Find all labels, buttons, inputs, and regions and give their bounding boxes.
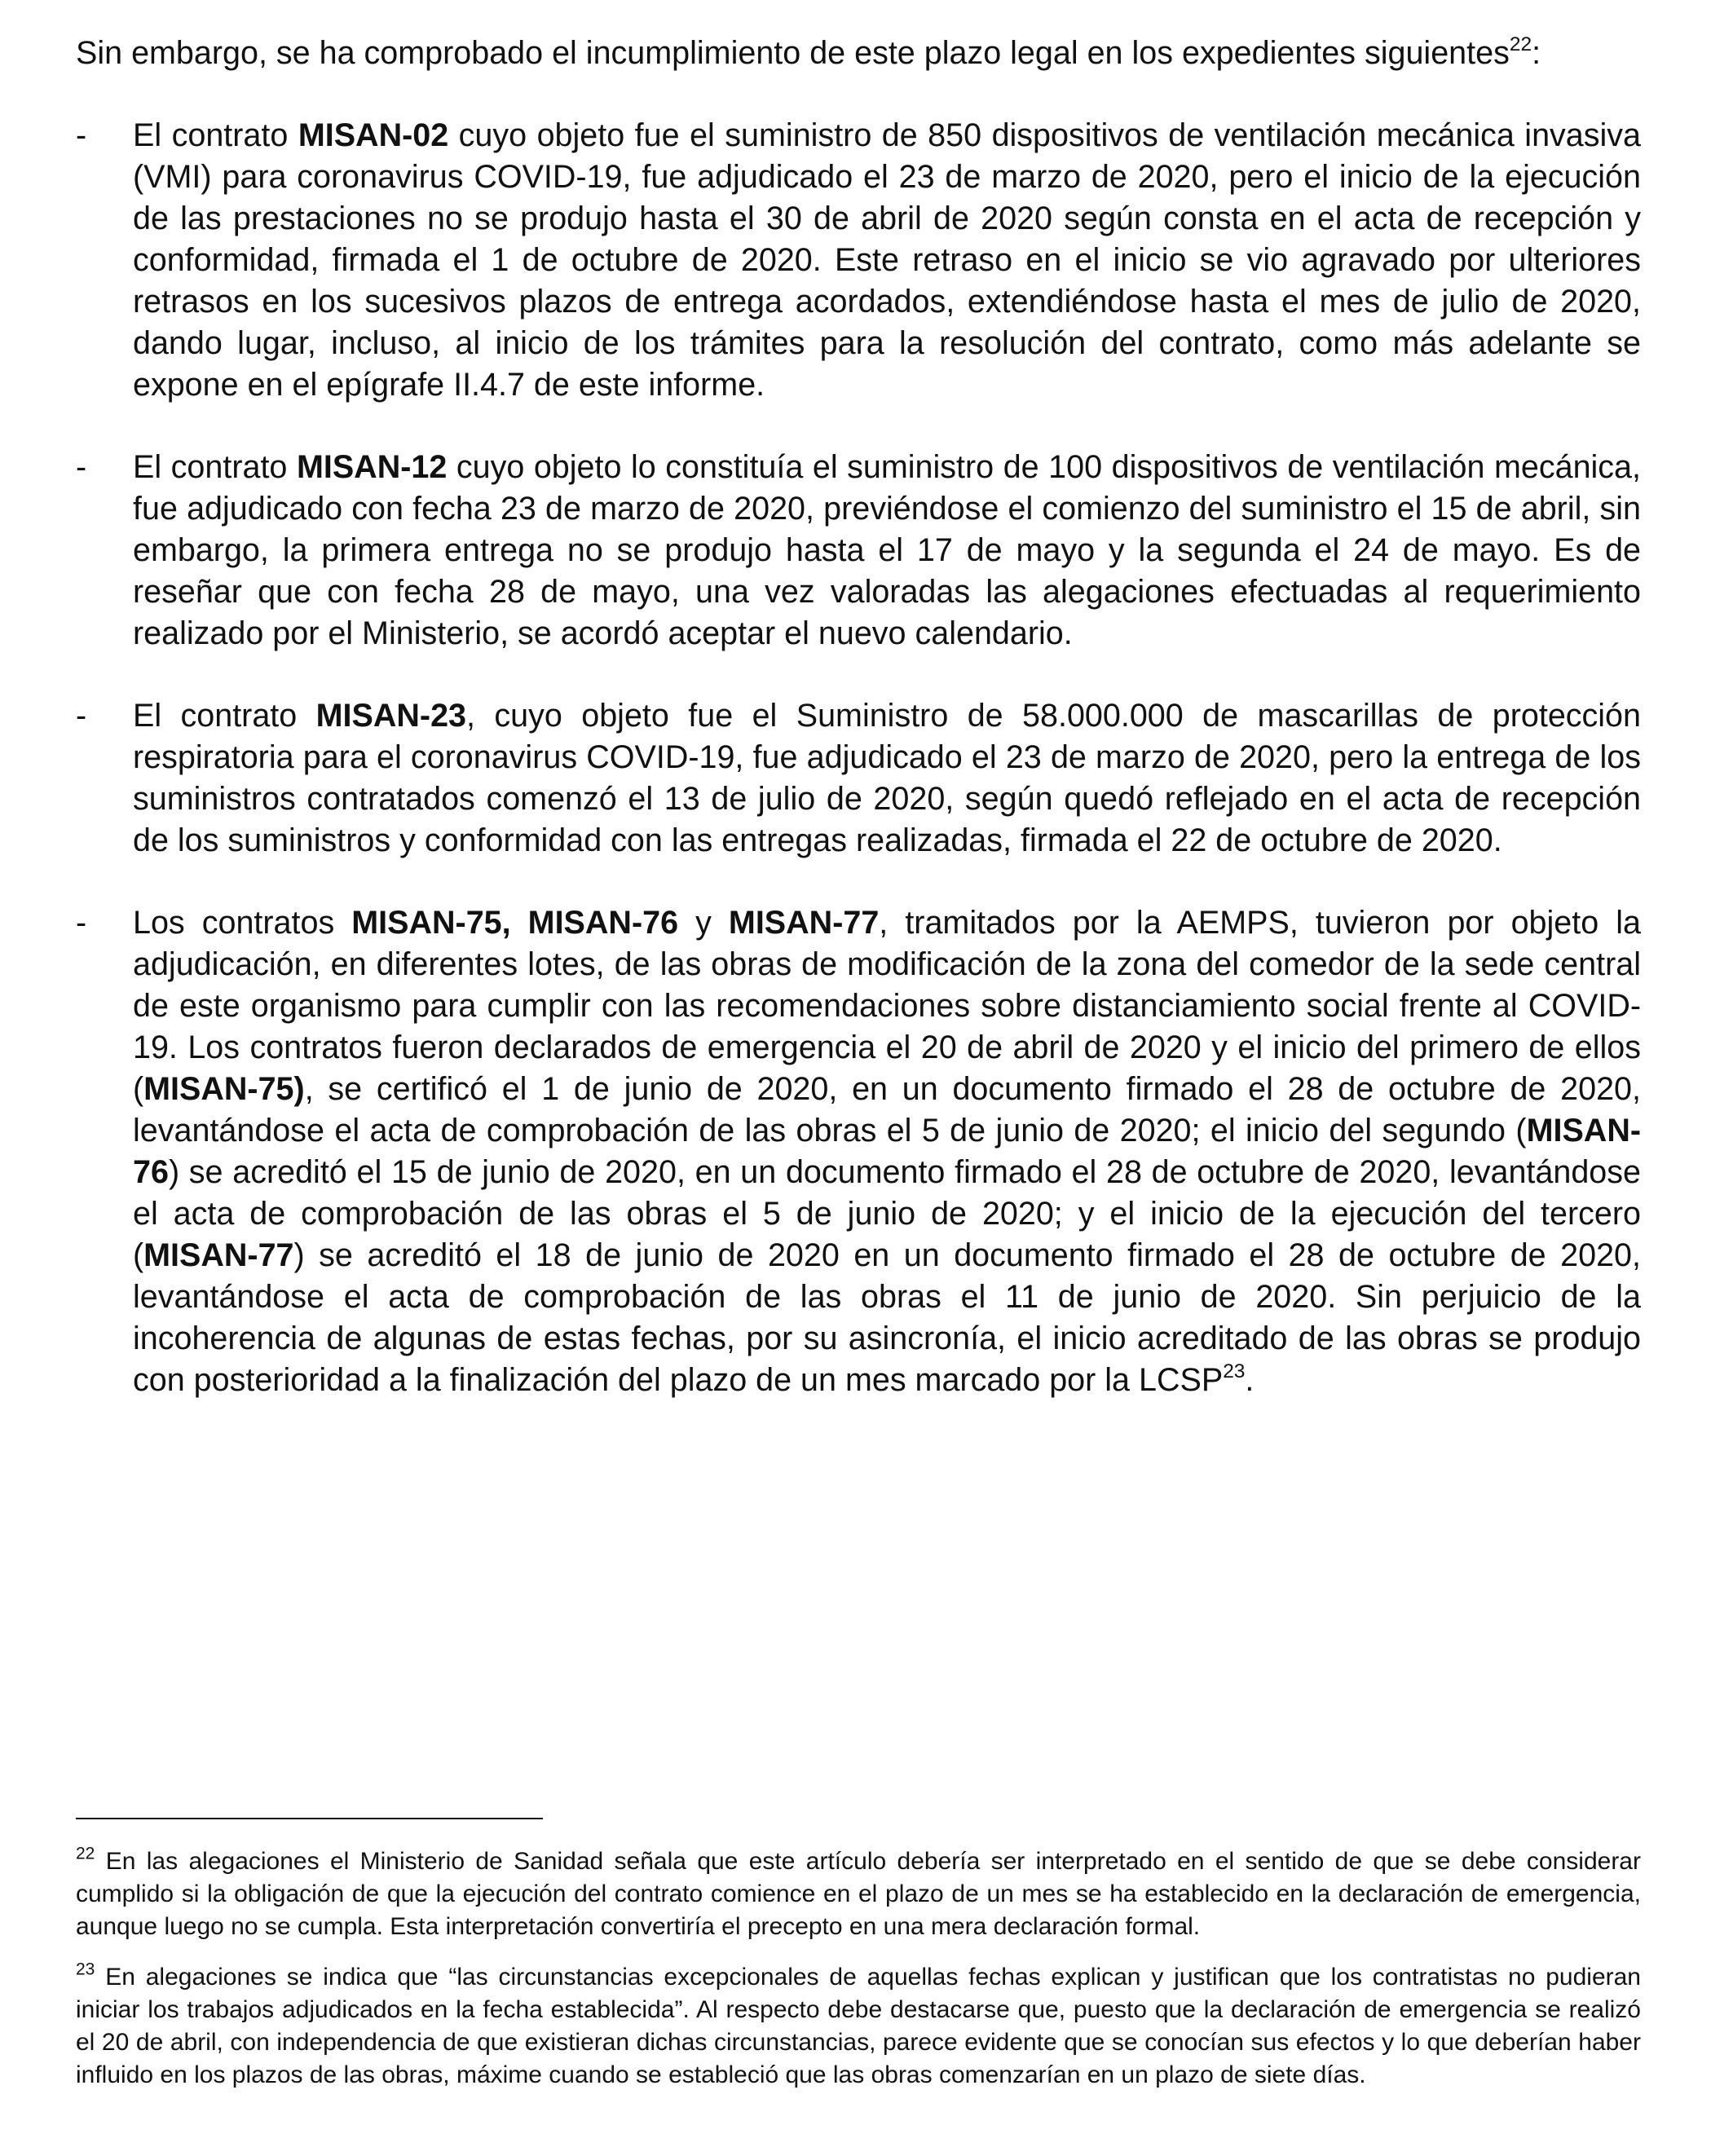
item-text-body-4: ) se acreditó el 18 de junio de 2020 en un documento firmado el 28 de octubre de 2020, levantándose el acta de comprobación de las obras el 11 de junio de 2020. Sin perjuicio de la incoherencia de algunas de estas fechas, por su asincronía, el inicio acreditado de las obras se produjo con posterioridad a la finalización del plazo de un mes marcado por la LCSP [133,1237,1641,1398]
list-item-misan-75-76-77 [76,902,1641,1401]
contract-code: MISAN-12 [296,449,448,485]
item-text-start: Los contratos [133,905,352,941]
footnote-number: 23 [76,1960,95,1979]
item-text-start: El contrato [133,698,316,734]
item-text-body: cuyo objeto fue el suministro de 850 dispositivos de ventilación mecánica invasiva (VMI) para coronavirus COVID-19, fue adjudicado el 23 de marzo de 2020, pero el inicio de la ejecución de las prestaciones no se produjo hasta el 30 de abril de 2020 según consta en el acta de recepción y conformidad, firmada el 1 de octubre de 2020. Este retraso en el inicio se vio agravado por ulteriores retrasos en los sucesivos plazos de entrega acordados, extendiéndose hasta el mes de julio de 2020, dando lugar, incluso, al inicio de los trámites para la resolución del contrato, como más adelante se expone en el epígrafe II.4.7 de este informe. [133,117,1641,403]
item-text-body: cuyo objeto lo constituía el suministro de 100 dispositivos de ventilación mecánica, fue adjudicado con fecha 23 de marzo de 2020, previéndose el comienzo del suministro el 15 de abril, sin embargo, la primera entrega no se produjo hasta el 17 de mayo y la segunda el 24 de mayo. Es de reseñar que con fecha 28 de mayo, una vez valoradas las alegaciones efectuadas al requerimiento realizado por el Ministerio, se acordó aceptar el nuevo calendario. [133,449,1642,651]
list-dash: - [76,698,87,734]
footnote-number: 22 [76,1844,95,1863]
item-text-body-3: ) se acreditó el 15 de junio de 2020, en un documento firmado el 28 de octubre de 2020, levantándose el acta de comprobación de las obras el 5 de junio de 2020; y el inicio de la ejecución del tercero ( [133,1154,1641,1273]
footnote-text: En alegaciones se indica que “las circunstancias excepcionales de aquellas fechas explican y justifican que los contratistas no pudieran iniciar los trabajos adjudicados en la fecha establecida”. Al respecto debe destacarse que, puesto que la declaración de emergencia se realizó el 20 de abril, con independencia de que existieran dichas circunstancias, parece evidente que se conocían sus efectos y lo que deberían haber influido en los plazos de las obras, máxime cuando se estableció que las obras comenzarían en un plazo de siete días. [76,1964,1641,2088]
item-text-body: , tramitados por la AEMPS, tuvieron por objeto la adjudicación, en diferentes lotes, de las obras de modificación de la zona del comedor de la sede central de este organismo para cumplir con las recomendaciones sobre distanciamiento social frente al COVID-19. Los contratos fueron declarados de emergencia el 20 de abril de 2020 y el inicio del primero de ellos ( [133,905,1642,1107]
footnote-text: En las alegaciones el Ministerio de Sanidad señala que este artículo debería ser interpretado en el sentido de que se debe considerar cumplido si la obligación de que la ejecución del contrato comience en el plazo de un mes se ha establecido en la declaración de emergencia, aunque luego no se cumpla. Esta interpretación convertiría el precepto en una mera declaración formal. [76,1848,1641,1940]
contract-code: MISAN-23 [315,698,467,734]
contract-code-77b: MISAN-77 [143,1237,294,1273]
list-item-misan-23 [76,695,1641,862]
footnote-separator [76,1818,543,1819]
item-text-end: . [1245,1362,1255,1398]
intro-text: Sin embargo, se ha comprobado el incumplimiento de este plazo legal en los expedientes siguientes [76,35,1510,71]
footnote-ref-23[interactable]: 23 [1223,1360,1246,1383]
contract-code: MISAN-02 [298,117,449,153]
contract-code-76: MISAN-76 [133,1113,1641,1190]
list-dash: - [76,905,87,941]
footnotes-section [76,1818,1641,2110]
list-dash: - [76,449,87,485]
item-text-body-2: , se certificó el 1 de junio de 2020, en un documento firmado el 28 de octubre de 2020, levantándose el acta de comprobación de las obras el 5 de junio de 2020; el inicio del segundo ( [133,1071,1641,1149]
intro-paragraph [76,33,1641,74]
item-text-and: y [678,905,729,941]
list-item-misan-12 [76,447,1641,655]
item-text-start: El contrato [133,117,298,153]
footnote-22 [76,1845,1641,1943]
list-dash: - [76,117,87,153]
footnote-23 [76,1961,1641,2092]
contract-code-77: MISAN-77 [728,905,880,941]
item-text-start: El contrato [133,449,297,485]
contract-code-75-76: MISAN-75, MISAN-76 [351,905,679,941]
intro-tail: : [1532,35,1541,71]
footnote-ref-22[interactable]: 22 [1509,33,1532,56]
contract-code-75: MISAN-75) [143,1071,305,1107]
item-text-body: , cuyo objeto fue el Suministro de 58.000.000 de mascarillas de protección respiratoria para el coronavirus COVID-19, fue adjudicado el 23 de marzo de 2020, pero la entrega de los suministros contratados comenzó el 13 de julio de 2020, según quedó reflejado en el acta de recepción de los suministros y conformidad con las entregas realizadas, firmada el 22 de octubre de 2020. [133,698,1641,858]
list-item-misan-02 [76,115,1641,406]
document-body [76,33,1641,1442]
